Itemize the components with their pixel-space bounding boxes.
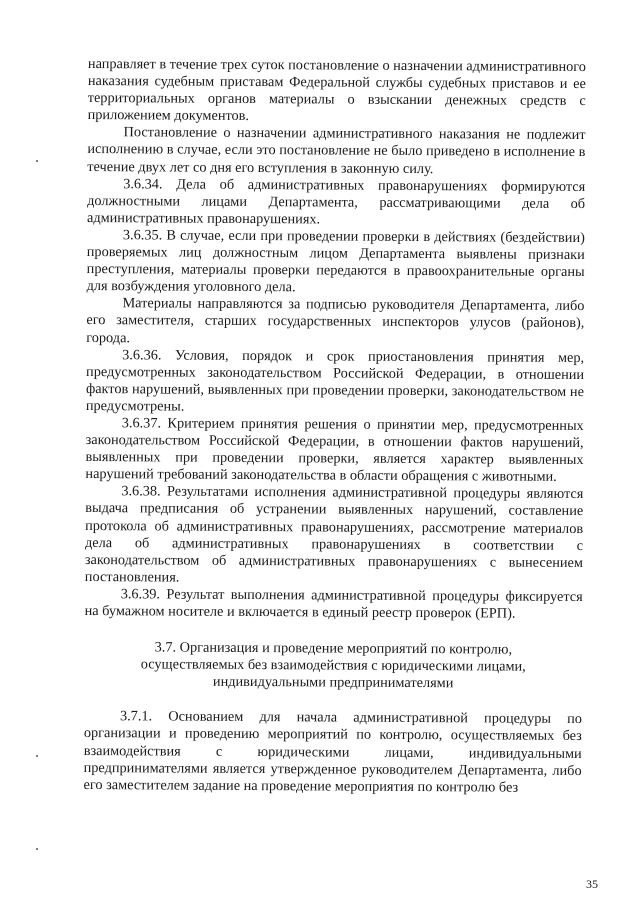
section-heading-line: индивидуальными предпринимателями (212, 674, 454, 692)
scan-speck (36, 848, 38, 850)
paragraph-3-6-34: 3.6.34. Дела об административных правонарушениях формируются должностными лицами Департамента, рассматривающими дела об административных правонарушениях. (86, 175, 586, 228)
paragraph-3-6-35: 3.6.35. В случае, если при проведении проверки в действиях (бездействии) проверяемых лиц должностным лицом Департамента выявлены признаки преступления, материалы проверки передаются в правоохранительные органы для возбуждения уголовного дела. (86, 227, 585, 296)
paragraph-p1: направляет в течение трех суток постановление о назначении административного наказания судебным приставам Федеральной службы судебных приставов и ее территориальных органов материалы о взыскании денежных средств с приложением документов. (87, 56, 587, 125)
paragraph-p2: Постановление о назначении административного наказания не подлежит исполнению в случае, если это постановление не было приведено в исполнение в течение двух лет со дня его вступления в законную силу. (87, 124, 586, 177)
scan-speck (36, 755, 38, 757)
scan-speck (36, 160, 38, 162)
page-number: 35 (586, 877, 598, 891)
document-body (83, 56, 585, 797)
section-heading-line: 3.7. Организация и проведение мероприятий по контролю, (154, 639, 513, 658)
paragraph-3-6-38: 3.6.38. Результатами исполнения административной процедуры являются выдача предписания об устранении выявленных нарушений, составление протокола об административных правонарушениях, рассмотрение материалов дела об административных правонарушениях в соответствии с законодательством об административных правонарушениях с вынесением постановления. (84, 483, 584, 586)
paragraph-3-6-37: 3.6.37. Критерием принятия решения о принятии мер, предусмотренных законодательством Российской Федерации, в отношении фактов нарушений, выявленных при проведении проверки, является характер выявленных нарушений требований законодательства в области обращения с животными. (85, 415, 584, 486)
paragraph-3-6-39: 3.6.39. Результат выполнения административной процедуры фиксируется на бумажном носителе и включается в единый реестр проверок (ЕРП). (84, 586, 583, 622)
section-heading-line: осуществляемых без взаимодействия с юридическими лицами, (140, 656, 526, 675)
paragraph-materials: Материалы направляются за подписью руководителя Департамента, либо его заместителя, старших государственных инспекторов улусов (районов), города. (86, 295, 585, 346)
paragraph-3-7-1: 3.7.1. Основанием для начала административной процедуры по организации и проведению мероприятий по контролю, осуществляемых без взаимодействия с юридическими лицами, индивидуальными предпринимателями является утвержденное руководителем Департамента, либо его заместителем задание на проведение мероприятия по контролю без (83, 708, 583, 796)
paragraph-3-6-36: 3.6.36. Условия, порядок и срок приостановления принятия мер, предусмотренных законодательством Российской Федерации, в отношении фактов нарушений, выявленных при проведении проверки, законодательством не предусмотрены. (85, 346, 585, 415)
section-heading-3-7 (84, 639, 582, 693)
